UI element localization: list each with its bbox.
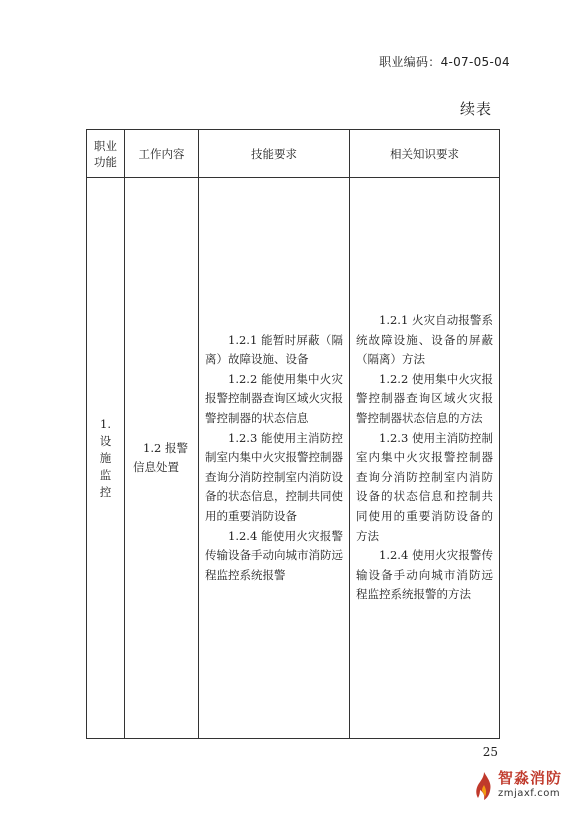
table-row bbox=[87, 178, 500, 739]
page-number: 25 bbox=[482, 745, 498, 759]
knowledge-cell bbox=[350, 178, 500, 739]
skill-item: 1.2.2 能使用集中火灾报警控制器查询区域火灾报警控制器的状态信息 bbox=[205, 371, 343, 426]
knowledge-item: 1.2.1 火灾自动报警系统故障设施、设备的屏蔽（隔离）方法 bbox=[356, 313, 493, 367]
knowledge-item: 1.2.4 使用火灾报警传输设备手动向城市消防远程监控系统报警的方法 bbox=[356, 548, 493, 602]
skill-item: 1.2.1 能暂时屏蔽（隔离）故障设施、设备 bbox=[205, 332, 343, 367]
column-header-knowledge: 相关知识要求 bbox=[350, 130, 500, 178]
knowledge-item: 1.2.3 使用主消防控制室内集中火灾报警控制器查询分消防控制室内消防设备的状态信息和控制共同使用的重要消防设备的方法 bbox=[356, 430, 493, 543]
logo-url: zmjaxf.com bbox=[497, 788, 561, 799]
skill-item: 1.2.3 能使用主消防控制室内集中火灾报警控制器查询分消防控制室内消防设备的状态信息，控制共同使用的重要消防设备 bbox=[205, 430, 343, 523]
work-content-text: 1.2 报警信息处置 bbox=[133, 441, 188, 474]
column-header-function: 职业功能 bbox=[87, 130, 125, 178]
work-content-cell bbox=[125, 178, 199, 739]
occupation-code: 职业编码：4-07-05-04 bbox=[379, 55, 510, 69]
column-header-work-content: 工作内容 bbox=[125, 130, 199, 178]
continued-label: 续表 bbox=[459, 100, 492, 118]
table-header-row bbox=[87, 130, 500, 178]
skill-item: 1.2.4 能使用火灾报警传输设备手动向城市消防远程监控系统报警 bbox=[205, 528, 343, 582]
skills-table bbox=[86, 129, 500, 739]
knowledge-item: 1.2.2 使用集中火灾报警控制器查询区域火灾报警控制器状态信息的方法 bbox=[356, 371, 493, 426]
flame-icon bbox=[475, 771, 493, 801]
column-header-skills: 技能要求 bbox=[199, 130, 350, 178]
function-cell bbox=[87, 178, 125, 739]
skills-cell bbox=[199, 178, 350, 739]
brand-logo bbox=[475, 770, 562, 802]
logo-title: 智淼消防 bbox=[497, 769, 562, 787]
function-text: 1. 设施监控 bbox=[99, 416, 112, 499]
logo-text bbox=[498, 770, 562, 802]
